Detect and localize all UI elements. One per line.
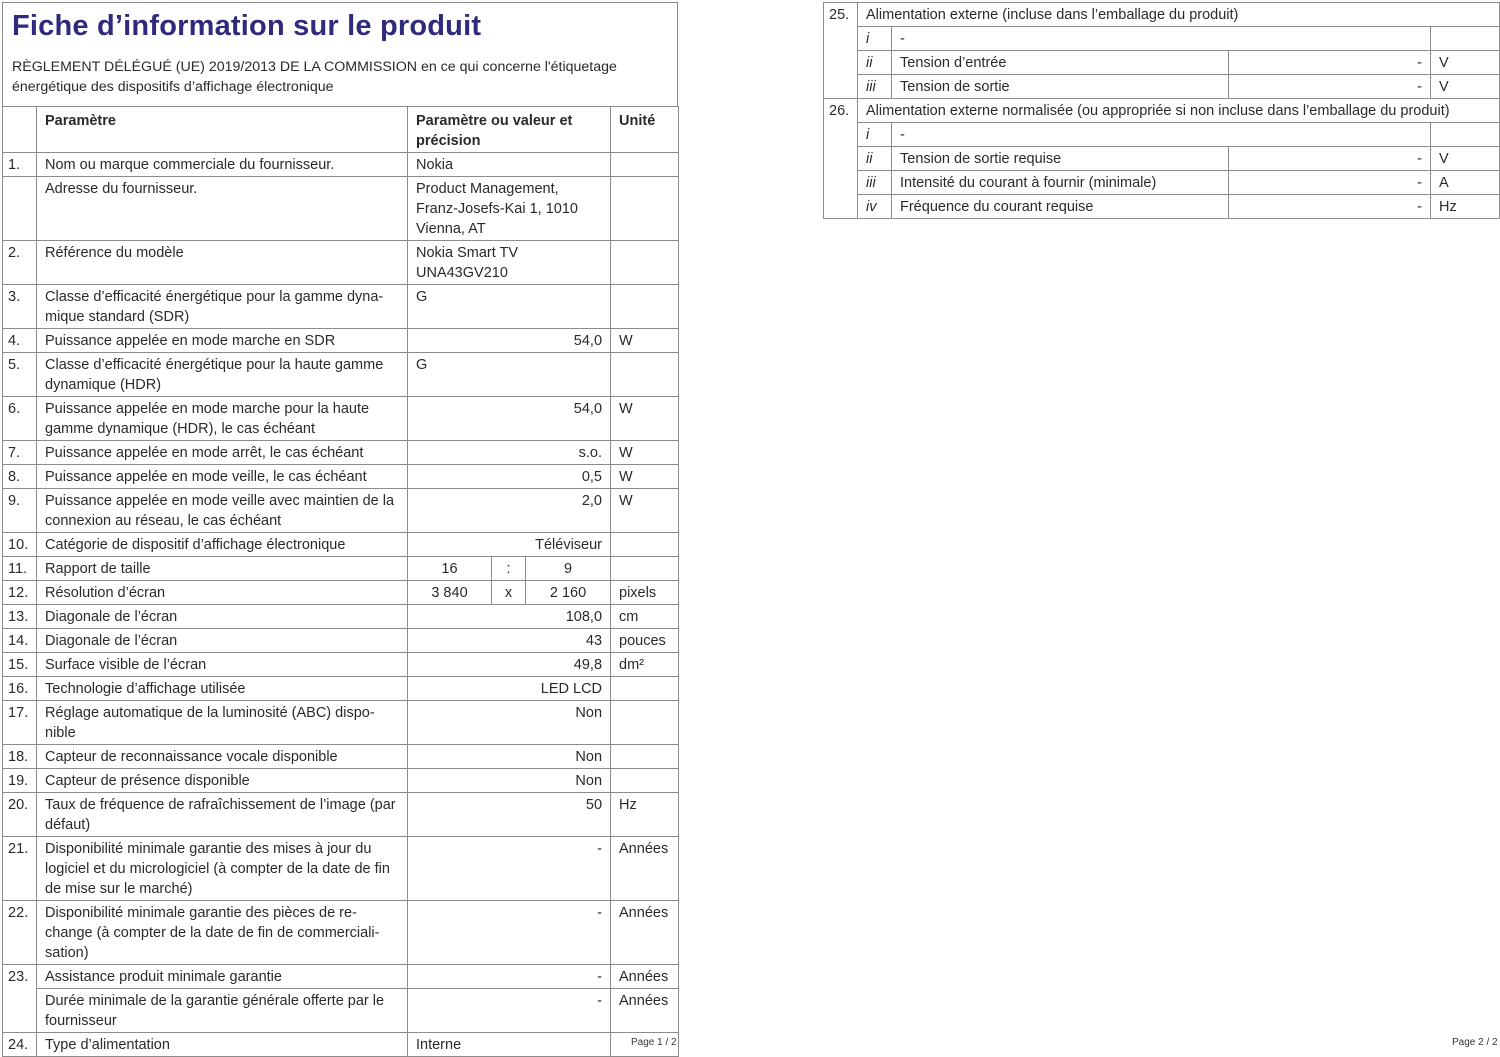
row-unit	[611, 677, 679, 701]
row-unit: Années	[611, 901, 679, 965]
row-unit	[611, 353, 679, 397]
table-row	[3, 965, 679, 989]
row-value: Non	[408, 769, 611, 793]
table-row	[3, 745, 679, 769]
row-number: 18.	[3, 745, 37, 769]
table-row	[3, 629, 679, 653]
row-number: 2.	[3, 241, 37, 285]
row-label: Puissance appelée en mode veille avec maintien de la connexion au réseau, le cas échéant	[37, 489, 408, 533]
section-header-row	[824, 99, 1500, 123]
row-unit	[611, 241, 679, 285]
row-value: -	[408, 837, 611, 901]
section-number: 26.	[824, 99, 858, 123]
row-number	[3, 989, 37, 1033]
row-unit: W	[611, 465, 679, 489]
row-unit: pixels	[611, 581, 679, 605]
row-value: -	[1229, 51, 1431, 75]
table-row	[3, 177, 679, 241]
row-value: 108,0	[408, 605, 611, 629]
row-label: Capteur de reconnaissance vocale disponible	[37, 745, 408, 769]
row-number: 11.	[3, 557, 37, 581]
row-value: G	[408, 285, 611, 329]
table-row	[3, 677, 679, 701]
resolution-width: 3 840	[408, 581, 492, 605]
row-unit: Années	[611, 989, 679, 1033]
row-label: Référence du modèle	[37, 241, 408, 285]
table-row	[3, 441, 679, 465]
table-row	[3, 793, 679, 837]
row-label: Puissance appelée en mode arrêt, le cas échéant	[37, 441, 408, 465]
row-number: 4.	[3, 329, 37, 353]
row-value: 50	[408, 793, 611, 837]
header-value: Paramètre ou valeur et précision	[408, 107, 611, 153]
table-row	[3, 489, 679, 533]
ratio-separator: :	[492, 557, 526, 581]
page-number-1: Page 1 / 2	[631, 1037, 677, 1048]
row-value: -	[408, 989, 611, 1033]
row-label: Assistance produit minimale garantie	[37, 965, 408, 989]
row-unit	[611, 769, 679, 793]
row-unit	[611, 533, 679, 557]
row-number: 22.	[3, 901, 37, 965]
row-label: Fréquence du courant requise	[892, 195, 1229, 219]
row-number: 19.	[3, 769, 37, 793]
table-row	[3, 397, 679, 441]
table-row	[3, 581, 679, 605]
table-row	[824, 27, 1500, 51]
row-unit: Hz	[611, 793, 679, 837]
row-value: Nokia Smart TV UNA43GV210	[408, 241, 611, 285]
row-value: 54,0	[408, 329, 611, 353]
row-number: 16.	[3, 677, 37, 701]
row-number: 13.	[3, 605, 37, 629]
table-row	[3, 769, 679, 793]
roman-index: iii	[858, 171, 892, 195]
table-row	[3, 241, 679, 285]
row-unit: V	[1431, 75, 1500, 99]
header-parameter: Paramètre	[37, 107, 408, 153]
row-unit: pouces	[611, 629, 679, 653]
row-label: Tension d’entrée	[892, 51, 1229, 75]
table-row	[3, 533, 679, 557]
table-header-row	[3, 107, 679, 153]
section-header-row	[824, 3, 1500, 27]
product-info-table	[2, 106, 679, 1057]
row-number: 20.	[3, 793, 37, 837]
row-label: Disponibilité minimale garantie des pièces de re-change (à compter de la date de fin de commerciali-sation)	[37, 901, 408, 965]
row-unit: W	[611, 329, 679, 353]
row-unit: dm²	[611, 653, 679, 677]
table-row	[3, 465, 679, 489]
row-unit	[611, 177, 679, 241]
roman-index: i	[858, 27, 892, 51]
row-value: -	[1229, 147, 1431, 171]
power-supply-table	[823, 2, 1500, 219]
table-row	[3, 1033, 679, 1057]
row-label: Classe d’efficacité énergétique pour la gamme dyna-mique standard (SDR)	[37, 285, 408, 329]
row-value: s.o.	[408, 441, 611, 465]
row-label: Catégorie de dispositif d’affichage électronique	[37, 533, 408, 557]
roman-index: iv	[858, 195, 892, 219]
row-number: 23.	[3, 965, 37, 989]
roman-index: i	[858, 123, 892, 147]
row-value: G	[408, 353, 611, 397]
row-number: 7.	[3, 441, 37, 465]
row-label: Intensité du courant à fournir (minimale)	[892, 171, 1229, 195]
row-unit: Hz	[1431, 195, 1500, 219]
row-label: Puissance appelée en mode marche pour la haute gamme dynamique (HDR), le cas échéant	[37, 397, 408, 441]
row-value: Téléviseur	[408, 533, 611, 557]
row-value: Interne	[408, 1033, 611, 1057]
row-unit	[611, 285, 679, 329]
row-unit: W	[611, 441, 679, 465]
row-number: 17.	[3, 701, 37, 745]
resolution-height: 2 160	[526, 581, 611, 605]
row-value: 0,5	[408, 465, 611, 489]
ratio-height: 9	[526, 557, 611, 581]
table-row	[3, 901, 679, 965]
row-value: Non	[408, 745, 611, 769]
row-label: Diagonale de l’écran	[37, 629, 408, 653]
row-value: 49,8	[408, 653, 611, 677]
row-number: 10.	[3, 533, 37, 557]
row-number: 5.	[3, 353, 37, 397]
row-value: 54,0	[408, 397, 611, 441]
section-label: Alimentation externe (incluse dans l’emballage du produit)	[858, 3, 1500, 27]
table-row	[3, 837, 679, 901]
row-label: Rapport de taille	[37, 557, 408, 581]
row-label: Réglage automatique de la luminosité (ABC) dispo-nible	[37, 701, 408, 745]
table-row	[3, 701, 679, 745]
roman-index: ii	[858, 51, 892, 75]
row-value: -	[1229, 171, 1431, 195]
row-label: Taux de fréquence de rafraîchissement de l’image (par défaut)	[37, 793, 408, 837]
row-number: 6.	[3, 397, 37, 441]
row-unit: W	[611, 397, 679, 441]
row-number: 12.	[3, 581, 37, 605]
title-block	[2, 2, 678, 106]
row-label: Nom ou marque commerciale du fournisseur.	[37, 153, 408, 177]
document-subtitle: RÈGLEMENT DÉLÉGUÉ (UE) 2019/2013 DE LA COMMISSION en ce qui concerne l'étiquetage énergétique des dispositifs d’affichage électronique	[12, 59, 617, 95]
row-number	[3, 177, 37, 241]
row-number: 15.	[3, 653, 37, 677]
row-label: Type d’alimentation	[37, 1033, 408, 1057]
table-row	[3, 285, 679, 329]
row-value: 2,0	[408, 489, 611, 533]
row-unit: V	[1431, 51, 1500, 75]
row-value: -	[1229, 195, 1431, 219]
row-value: -	[1229, 75, 1431, 99]
row-unit: Années	[611, 837, 679, 901]
row-label: Classe d’efficacité énergétique pour la haute gamme dynamique (HDR)	[37, 353, 408, 397]
table-row	[824, 75, 1500, 99]
row-unit: Années	[611, 965, 679, 989]
roman-index: ii	[858, 147, 892, 171]
table-row	[824, 51, 1500, 75]
row-label: Puissance appelée en mode marche en SDR	[37, 329, 408, 353]
row-unit: cm	[611, 605, 679, 629]
row-number: 8.	[3, 465, 37, 489]
row-label: Diagonale de l’écran	[37, 605, 408, 629]
row-label: Tension de sortie	[892, 75, 1229, 99]
row-label: Puissance appelée en mode veille, le cas échéant	[37, 465, 408, 489]
row-value: Product Management, Franz-Josefs-Kai 1, 1010 Vienna, AT	[408, 177, 611, 241]
row-unit	[611, 153, 679, 177]
row-unit: A	[1431, 171, 1500, 195]
table-row	[3, 557, 679, 581]
ratio-width: 16	[408, 557, 492, 581]
section-label: Alimentation externe normalisée (ou appropriée si non incluse dans l’emballage du produit)	[858, 99, 1500, 123]
row-label: Capteur de présence disponible	[37, 769, 408, 793]
row-unit: V	[1431, 147, 1500, 171]
row-value: Nokia	[408, 153, 611, 177]
page-1	[2, 2, 678, 1057]
resolution-separator: x	[492, 581, 526, 605]
table-row	[3, 153, 679, 177]
table-row	[824, 147, 1500, 171]
table-row	[824, 195, 1500, 219]
table-row	[3, 353, 679, 397]
page-2	[823, 2, 1499, 219]
row-number: 9.	[3, 489, 37, 533]
row-label: Disponibilité minimale garantie des mises à jour du logiciel et du micrologiciel (à compter de la date de fin de mise sur le marché)	[37, 837, 408, 901]
row-unit	[611, 701, 679, 745]
section-number: 25.	[824, 3, 858, 27]
row-unit	[611, 557, 679, 581]
row-unit: W	[611, 489, 679, 533]
page-number-2: Page 2 / 2	[1452, 1037, 1498, 1048]
row-value: -	[408, 901, 611, 965]
row-label: Surface visible de l’écran	[37, 653, 408, 677]
row-value: -	[892, 27, 1431, 51]
row-label: Adresse du fournisseur.	[37, 177, 408, 241]
row-value: -	[892, 123, 1431, 147]
table-row	[3, 329, 679, 353]
row-unit	[611, 745, 679, 769]
row-value: LED LCD	[408, 677, 611, 701]
row-number: 21.	[3, 837, 37, 901]
row-label: Tension de sortie requise	[892, 147, 1229, 171]
row-label: Résolution d’écran	[37, 581, 408, 605]
row-label: Technologie d’affichage utilisée	[37, 677, 408, 701]
table-row	[3, 605, 679, 629]
table-row	[824, 171, 1500, 195]
row-number: 14.	[3, 629, 37, 653]
document-title: Fiche d’information sur le produit	[12, 10, 482, 42]
row-number: 3.	[3, 285, 37, 329]
table-row	[3, 989, 679, 1033]
row-value: -	[408, 965, 611, 989]
row-number: 24.	[3, 1033, 37, 1057]
table-row	[3, 653, 679, 677]
row-number: 1.	[3, 153, 37, 177]
roman-index: iii	[858, 75, 892, 99]
header-unit: Unité	[611, 107, 679, 153]
row-value: Non	[408, 701, 611, 745]
table-row	[824, 123, 1500, 147]
row-value: 43	[408, 629, 611, 653]
row-label: Durée minimale de la garantie générale offerte par le fournisseur	[37, 989, 408, 1033]
